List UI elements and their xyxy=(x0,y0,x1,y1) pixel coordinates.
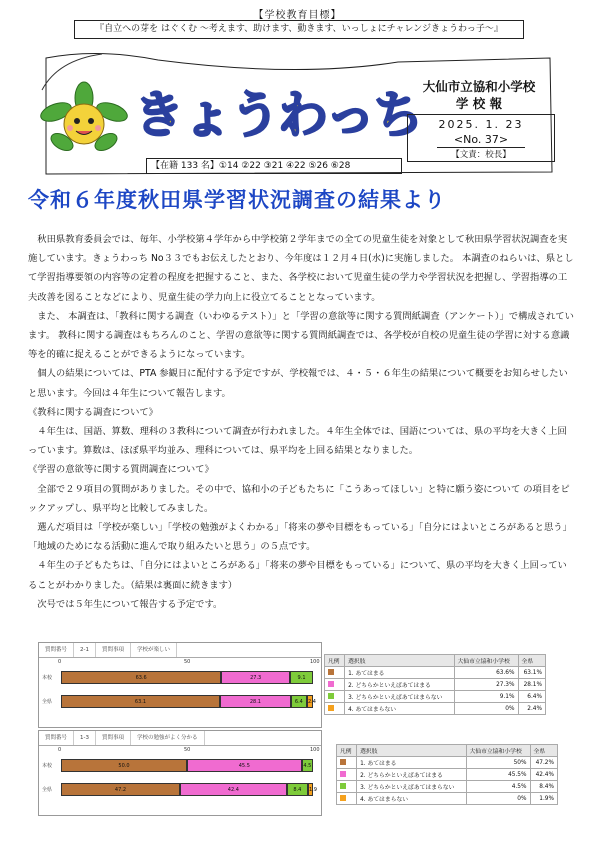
article-paragraph: ４年生の子どもたちは、「自分にはよいところがある」「将来の夢や目標をもっている」について、県の平均を大きく上回っていることがわかりました。（結果は裏面に続きます） xyxy=(28,560,567,591)
chart-header-cell: 質問事項 xyxy=(96,731,131,745)
enrollment: 【在籍 133 名】①14 ②22 ③21 ④22 ⑤26 ⑥28 xyxy=(146,158,402,174)
motto-text: 『自立への芽を はぐくむ ～考えます、助けます、動きます、いっしょにチャレンジきょうわっ子～』 xyxy=(74,20,524,39)
survey-chart-study-understand xyxy=(38,730,322,816)
bar-segment: 28.1 xyxy=(220,695,291,708)
legend-label: 1. あてはまる xyxy=(345,667,454,679)
motto-label: 【学校教育目標】 xyxy=(253,10,342,21)
legend-label: 1. あてはまる xyxy=(357,757,466,769)
axis-tick-label: 50 xyxy=(184,659,191,665)
axis-tick-label: 50 xyxy=(184,747,191,753)
legend-header: 全県 xyxy=(518,655,546,667)
survey-chart-school-enjoyable xyxy=(38,642,322,728)
legend-header: 選択肢 xyxy=(357,745,466,757)
axis-tick-label: 0 xyxy=(58,659,62,665)
legend-label: 3. どちらかといえばあてはまらない xyxy=(357,781,466,793)
legend-label: 3. どちらかといえばあてはまらない xyxy=(345,691,454,703)
bar-segment: 63.1 xyxy=(61,695,220,708)
legend-school: 0% xyxy=(466,793,530,805)
legend-row xyxy=(325,679,546,691)
legend-school: 9.1% xyxy=(454,691,518,703)
legend-school: 50% xyxy=(466,757,530,769)
newsletter-logo xyxy=(130,76,422,148)
issue-box xyxy=(407,114,555,162)
article-paragraph: 全部で２９項目の質問がありました。その中で、協和小の子どもたちに「こうあってほしい」と特に願う姿について の項目をピックアップし、県平均と比較してみました。 xyxy=(28,483,570,514)
article-body xyxy=(28,230,576,614)
article-paragraph: ４年生は、国語、算数、理科の３教科について調査が行われました。４年生全体では、国語については、県の平均を大きく上回っています。算数は、ほぼ県平均並み、理科については、県平均を上回る結果となりました。 xyxy=(28,426,567,457)
legend-swatch xyxy=(340,759,346,765)
legend-header: 選択肢 xyxy=(345,655,454,667)
legend-school: 0% xyxy=(454,703,518,715)
newsletter-label: 学 校 報 xyxy=(455,96,503,111)
legend-label: 4. あてはまらない xyxy=(345,703,454,715)
legend-school: 63.6% xyxy=(454,667,518,679)
legend-row xyxy=(337,757,558,769)
legend-swatch xyxy=(340,783,346,789)
section-heading: 《教科に関する調査について》 xyxy=(28,406,158,418)
legend-school: 4.5% xyxy=(466,781,530,793)
bar-segment: 1.9 xyxy=(308,783,313,796)
legend-swatch xyxy=(328,669,334,675)
legend-pref: 8.4% xyxy=(530,781,558,793)
school-block xyxy=(400,78,558,112)
legend-header: 大仙市立協和小学校 xyxy=(466,745,530,757)
chart-header xyxy=(39,643,321,658)
row-label: 本校 xyxy=(42,763,53,769)
bar-segment: 45.5 xyxy=(187,759,302,772)
legend-header: 凡例 xyxy=(337,745,357,757)
axis-tick-label: 100 xyxy=(310,747,320,753)
legend-header: 全県 xyxy=(530,745,558,757)
bar-segment: 4.5 xyxy=(302,759,313,772)
chart-header-cell: 1-3 xyxy=(74,731,96,745)
bar-segment: 8.4 xyxy=(287,783,308,796)
chart-header-cell: 質問番号 xyxy=(39,643,74,657)
legend-pref: 28.1% xyxy=(518,679,546,691)
article-paragraph: 個人の結果については、PTA 参観日に配付する予定ですが、学校報では、４・５・６年生の結果について概要をお知らせしたいと思います。今回は４年生について報告します。 xyxy=(28,368,568,399)
issue-author: 【文責：校長】 xyxy=(437,147,525,163)
bar-segment: 9.1 xyxy=(290,671,313,684)
legend-row xyxy=(337,793,558,805)
school-name: 大仙市立協和小学校 xyxy=(422,79,536,94)
legend-swatch xyxy=(340,795,346,801)
axis-tick-label: 100 xyxy=(310,659,320,665)
bar-segment: 27.3 xyxy=(221,671,290,684)
legend-swatch xyxy=(340,771,346,777)
issue-number: <No. 37> xyxy=(453,133,509,146)
legend-label: 2. どちらかといえばあてはまる xyxy=(345,679,454,691)
legend-pref: 47.2% xyxy=(530,757,558,769)
legend-pref: 63.1% xyxy=(518,667,546,679)
legend-row xyxy=(337,781,558,793)
bar-segment: 63.6 xyxy=(61,671,221,684)
bar-segment: 50.0 xyxy=(61,759,187,772)
article-paragraph: 秋田県教育委員会では、毎年、小学校第４学年から中学校第２学年までの全ての児童生徒を対象として秋田県学習状況調査を実施しています。きょうわっち No３３でもお伝えしたとおり、今年度は１２月４日(水)に実施しました。 本調査のねらいは、県として学習指導要領の内容等の定着の程度を把握すること、また、各学校において児童生徒の学力や学習状況を把握し、学習指導の工夫改善を図ることなどにより、児童生徒の学力向上に役立てることとなっています。 xyxy=(28,234,574,303)
row-label: 本校 xyxy=(42,675,53,681)
bar-segment: 47.2 xyxy=(61,783,180,796)
legend-swatch xyxy=(328,681,334,687)
legend-row xyxy=(325,691,546,703)
legend-row xyxy=(337,769,558,781)
issue-date: 2025. 1. 23 xyxy=(438,118,524,131)
chart-legend-study-understand xyxy=(336,744,558,805)
article-paragraph: また、 本調査は、「教科に関する調査（いわゆるテスト）」と「学習の意欲等に関する質問紙調査（アンケート）」で構成されています。 教科に関する調査はもちろんのこと、学習の意欲等に関する質問紙調査では、各学校が自校の児童生徒の学習に対する意識等を的確に捉えることができるようになっています。 xyxy=(28,310,574,361)
bar-segment: 2.4 xyxy=(307,695,313,708)
legend-pref: 1.9% xyxy=(530,793,558,805)
row-label: 全県 xyxy=(42,787,53,793)
chart-header-cell: 質問番号 xyxy=(39,731,74,745)
legend-pref: 42.4% xyxy=(530,769,558,781)
axis-tick-label: 0 xyxy=(58,747,62,753)
chart-header-cell: 学校の勉強がよく分かる xyxy=(131,731,205,745)
article-paragraph: 次号では５年生について報告する予定です。 xyxy=(37,598,223,610)
article-paragraph: 選んだ項目は「学校が楽しい」「学校の勉強がよくわかる」「将来の夢や目標をもっている」「自分にはよいところがあると思う」「地域のためになる活動に進んで取り組みたいと思う」の５点です。 xyxy=(28,522,572,553)
article-title: 令和６年度秋田県学習状況調査の結果より xyxy=(28,188,446,212)
legend-school: 45.5% xyxy=(466,769,530,781)
legend-swatch xyxy=(328,693,334,699)
chart-header-cell: 学校が楽しい xyxy=(131,643,177,657)
section-heading: 《学習の意欲等に関する質問調査について》 xyxy=(28,464,214,476)
legend-row xyxy=(325,667,546,679)
legend-header: 凡例 xyxy=(325,655,345,667)
chart-header-cell: 2-1 xyxy=(74,643,96,657)
legend-school: 27.3% xyxy=(454,679,518,691)
mascot-illustration xyxy=(40,84,128,160)
chart-header xyxy=(39,731,321,746)
legend-label: 4. あてはまらない xyxy=(357,793,466,805)
bar-segment: 6.4 xyxy=(291,695,307,708)
chart-header-cell: 質問事項 xyxy=(96,643,131,657)
legend-pref: 2.4% xyxy=(518,703,546,715)
legend-header: 大仙市立協和小学校 xyxy=(454,655,518,667)
chart-legend-school-enjoyable xyxy=(324,654,546,715)
row-label: 全県 xyxy=(42,699,53,705)
legend-swatch xyxy=(328,705,334,711)
legend-label: 2. どちらかといえばあてはまる xyxy=(357,769,466,781)
legend-pref: 6.4% xyxy=(518,691,546,703)
legend-row xyxy=(325,703,546,715)
logo-text: きょうわっち xyxy=(134,86,422,144)
bar-segment: 42.4 xyxy=(180,783,287,796)
